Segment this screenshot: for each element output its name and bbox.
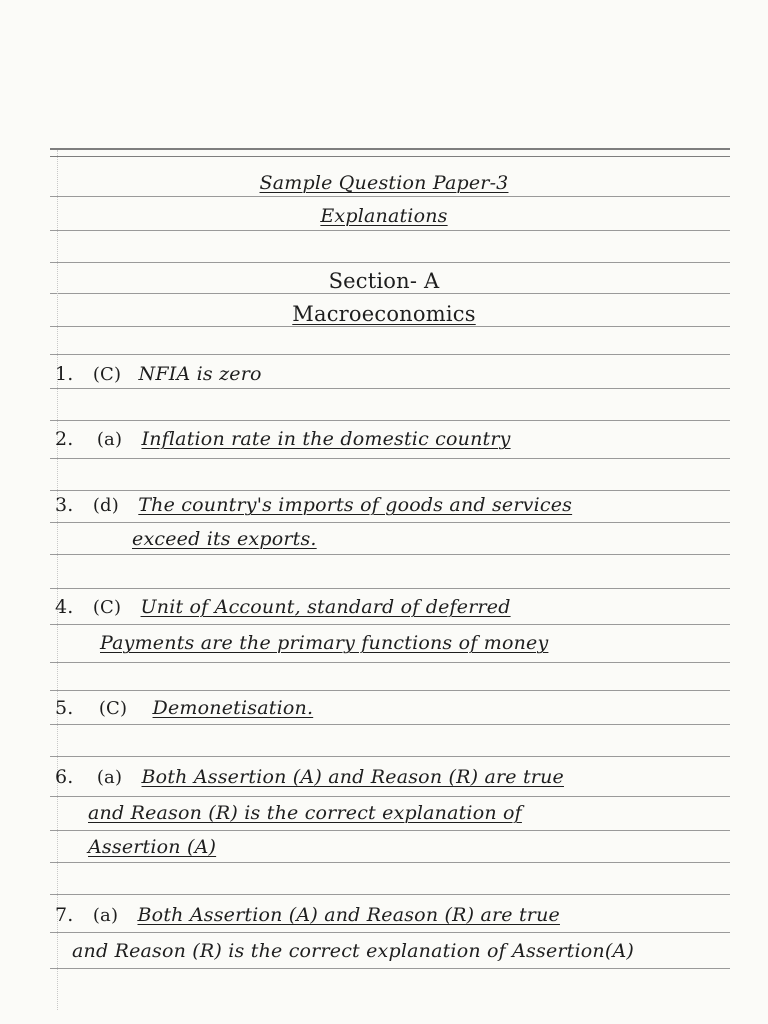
ruled-line <box>50 796 730 797</box>
ruled-line <box>50 388 730 389</box>
answer-text: Inflation rate in the domestic country <box>141 428 511 450</box>
answer-option: (a) <box>96 429 123 450</box>
answer-2 <box>55 428 511 450</box>
answer-number: 3. <box>55 494 74 516</box>
ruled-line <box>50 420 730 421</box>
ruled-line <box>50 830 730 831</box>
answer-5 <box>55 697 313 719</box>
ruled-line <box>50 196 730 197</box>
answer-number: 2. <box>55 428 74 450</box>
answer-4 <box>55 596 511 618</box>
answer-text: The country's imports of goods and services <box>138 494 573 516</box>
answer-text: Unit of Account, standard of deferred <box>140 596 511 618</box>
ruled-line <box>50 554 730 555</box>
top-rule <box>50 148 730 150</box>
answer-6 <box>55 766 564 788</box>
ruled-line <box>50 490 730 491</box>
ruled-line <box>50 690 730 691</box>
ruled-line <box>50 354 730 355</box>
page-title: Sample Question Paper-3 <box>259 172 509 194</box>
answer-option: (d) <box>92 495 119 516</box>
answer-option: (C) <box>92 364 122 385</box>
ruled-line <box>50 624 730 625</box>
answer-number: 5. <box>55 697 74 719</box>
top-rule-secondary <box>50 156 730 157</box>
answer-1 <box>55 363 262 385</box>
answer-number: 1. <box>55 363 74 385</box>
subject-heading: Macroeconomics <box>292 302 476 326</box>
answer-option: (C) <box>92 597 122 618</box>
ruled-line <box>50 932 730 933</box>
answer-option: (a) <box>92 905 119 926</box>
ruled-line <box>50 862 730 863</box>
page-subtitle: Explanations <box>320 205 448 227</box>
answer-number: 7. <box>55 904 74 926</box>
ruled-line <box>50 756 730 757</box>
answer-option: (a) <box>96 767 123 788</box>
ruled-line <box>50 262 730 263</box>
ruled-line <box>50 522 730 523</box>
answer-text: Both Assertion (A) and Reason (R) are true <box>141 766 564 788</box>
answer-option: (C) <box>98 698 128 719</box>
section-heading: Section- A <box>328 269 440 293</box>
ruled-line <box>50 968 730 969</box>
ruled-line <box>50 326 730 327</box>
answer-number: 6. <box>55 766 74 788</box>
answer-4-continuation: Payments are the primary functions of money <box>100 632 549 654</box>
answer-7 <box>55 904 560 926</box>
answer-text: Both Assertion (A) and Reason (R) are true <box>137 904 560 926</box>
answer-3-continuation: exceed its exports. <box>132 528 317 550</box>
answer-text: Demonetisation. <box>152 697 314 719</box>
ruled-line <box>50 588 730 589</box>
ruled-line <box>50 662 730 663</box>
ruled-line <box>50 293 730 294</box>
answer-number: 4. <box>55 596 74 618</box>
ruled-line <box>50 458 730 459</box>
ruled-line <box>50 724 730 725</box>
answer-6-continuation-2: Assertion (A) <box>88 836 217 858</box>
answer-6-continuation: and Reason (R) is the correct explanation of <box>88 802 522 824</box>
answer-text: NFIA is zero <box>138 363 262 385</box>
ruled-line <box>50 894 730 895</box>
answer-7-continuation: and Reason (R) is the correct explanation of Assertion(A) <box>72 940 635 962</box>
ruled-line <box>50 230 730 231</box>
answer-3 <box>55 494 572 516</box>
